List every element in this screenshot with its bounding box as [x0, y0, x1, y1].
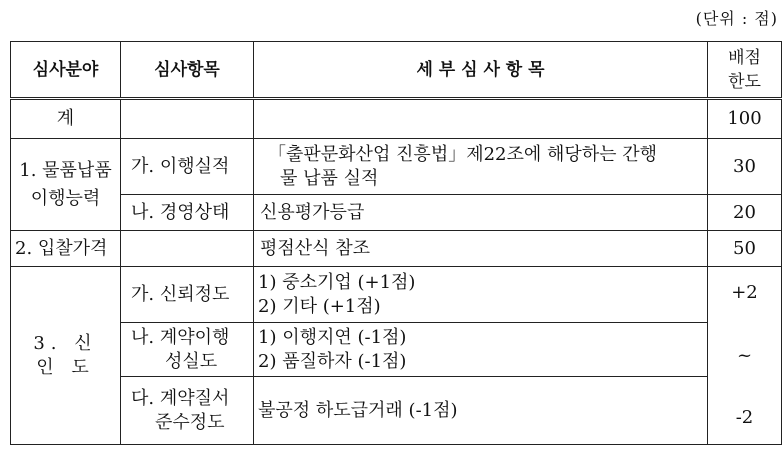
section1-row-a: [11, 139, 782, 195]
section1-category-line1: 1. 물품납품: [19, 159, 112, 181]
section3-item-b-line2: 성실도: [165, 350, 218, 372]
total-label: 계: [11, 99, 121, 139]
section1-item-b-score: 20: [708, 195, 782, 231]
header-category: 심사분야: [11, 42, 121, 99]
section2-score: 50: [708, 231, 782, 267]
section3-score-mid: ~: [736, 344, 753, 366]
unit-label: (단위 : 점): [695, 9, 778, 28]
section3-item-b-detail: [254, 323, 708, 377]
section3-row-c: [11, 377, 782, 445]
section1-item-a-detail-line1: 「출판문화산업 진흥법」제22조에 해당하는 간행: [268, 143, 658, 165]
section1-item-a-score: 30: [708, 139, 782, 195]
section3-item-c-line2: 준수정도: [155, 411, 225, 433]
section3-item-c-line1: 다. 계약질서: [131, 387, 230, 409]
section2-empty-item: [121, 231, 254, 267]
section3-row-a: [11, 267, 782, 323]
evaluation-table: [10, 41, 782, 445]
section1-category: [11, 139, 121, 231]
header-detail: 세 부 심 사 항 목: [254, 42, 708, 99]
header-score-line1: 배점: [728, 47, 761, 68]
section3-item-b-detail-line2: 2) 품질하자 (-1점): [258, 350, 407, 372]
total-empty-detail: [254, 99, 708, 139]
total-score: 100: [708, 99, 782, 139]
section3-score: [708, 267, 782, 445]
section3-item-c: [121, 377, 254, 445]
section3-item-b: [121, 323, 254, 377]
section1-category-line2: 이행능력: [30, 187, 101, 209]
header-item: 심사항목: [121, 42, 254, 99]
section3-item-b-detail-line1: 1) 이행지연 (-1점): [258, 326, 407, 348]
section2-detail: 평점산식 참조: [254, 231, 708, 267]
header-row: [11, 42, 782, 99]
section3-category: 3. 신 인 도: [11, 267, 121, 445]
section1-item-a-detail-line2: 물 납품 실적: [280, 167, 379, 189]
section3-item-a: 가. 신뢰정도: [121, 267, 254, 323]
section1-item-b-detail: 신용평가등급: [254, 195, 708, 231]
section2-category: 2. 입찰가격: [11, 231, 121, 267]
section3-row-b: [11, 323, 782, 377]
section3-item-a-detail: [254, 267, 708, 323]
section1-item-a: 가. 이행실적: [121, 139, 254, 195]
section1-item-b: 나. 경영상태: [121, 195, 254, 231]
header-score-line2: 한도: [728, 71, 761, 92]
section3-item-a-detail-line2: 2) 기타 (+1점): [258, 295, 381, 317]
header-score: [708, 42, 782, 99]
section1-row-b: [11, 195, 782, 231]
total-row: [11, 99, 782, 139]
section1-item-a-detail: [254, 139, 708, 195]
section3-score-top: +2: [731, 282, 758, 303]
section3-item-b-line1: 나. 계약이행: [131, 326, 230, 348]
section2-row: [11, 231, 782, 267]
section3-item-c-detail: 불공정 하도급거래 (-1점): [254, 377, 708, 445]
total-empty-item: [121, 99, 254, 139]
section3-item-a-detail-line1: 1) 중소기업 (+1점): [258, 271, 416, 293]
section3-score-bottom: -2: [735, 407, 754, 428]
